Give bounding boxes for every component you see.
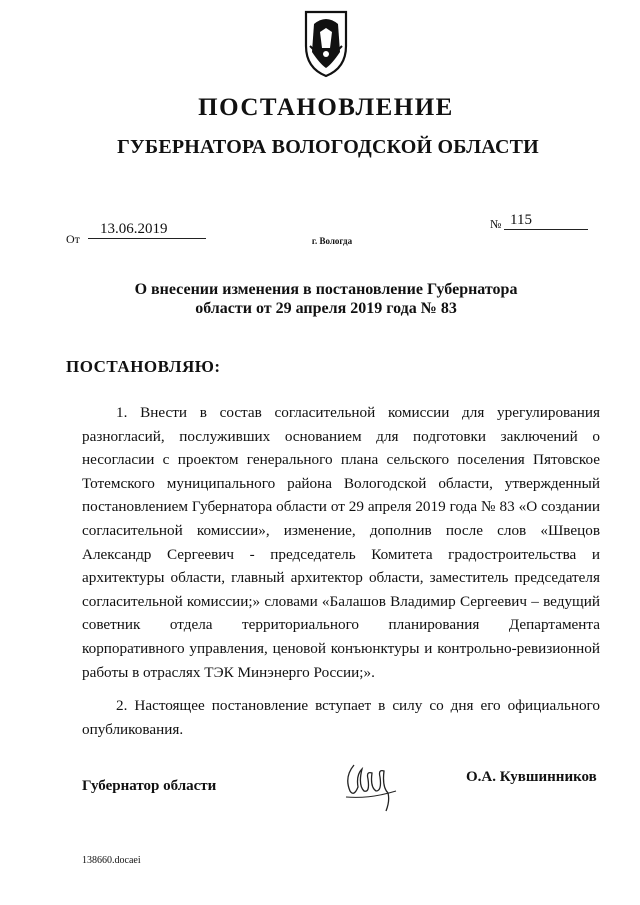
decree-heading: ПОСТАНОВЛЯЮ: (66, 357, 221, 376)
date-label: От (66, 232, 80, 246)
document-subject (6, 280, 640, 318)
number-label: № (490, 217, 502, 231)
paragraph-2: 2. Настоящее постановление вступает в силу со дня его официального опубликования. (82, 697, 600, 738)
signatory-name: О.А. Кувшинников (466, 769, 597, 785)
coat-of-arms-icon (300, 8, 352, 80)
document-title: ПОСТАНОВЛЕНИЕ (198, 94, 454, 121)
date-value: 13.06.2019 (100, 221, 168, 237)
document-issuer: ГУБЕРНАТОРА ВОЛОГОДСКОЙ ОБЛАСТИ (117, 136, 539, 158)
number-underline (504, 229, 588, 230)
signature-icon (340, 757, 410, 815)
city-label: г. Вологда (311, 236, 353, 246)
number-value: 115 (510, 212, 532, 228)
subject-text: О внесении изменения в постановление Губернатора области от 29 апреля 2019 года № 83 (134, 281, 518, 317)
document-id: 138660.docaei (82, 855, 141, 866)
signatory-title: Губернатор области (82, 778, 217, 794)
paragraph-1: 1. Внести в состав согласительной комиссии для урегулирования разногласий, послуживших основанием для подготовки заключений о несогласии с проектом генерального плана сельского поселения Пятовское Тотемского муниципального района Вологодской области, утвержденный постановлением Губернатора области от 29 апреля 2019 года № 83 «О создании согласительной комиссии», изменение, дополнив после слов «Швецов Александр Сергеевич - председатель Комитета градостроительства и архитектуры области, главный архитектор области, заместитель председателя согласительной комиссии;» словами «Балашов Владимир Сергеевич – ведущий советник отдела территориального планирования Департамента корпоративного управления, ценовой конъюнктуры и контрольно-ревизионной работы в отраслях ТЭК Минэнерго России;». (82, 404, 600, 681)
